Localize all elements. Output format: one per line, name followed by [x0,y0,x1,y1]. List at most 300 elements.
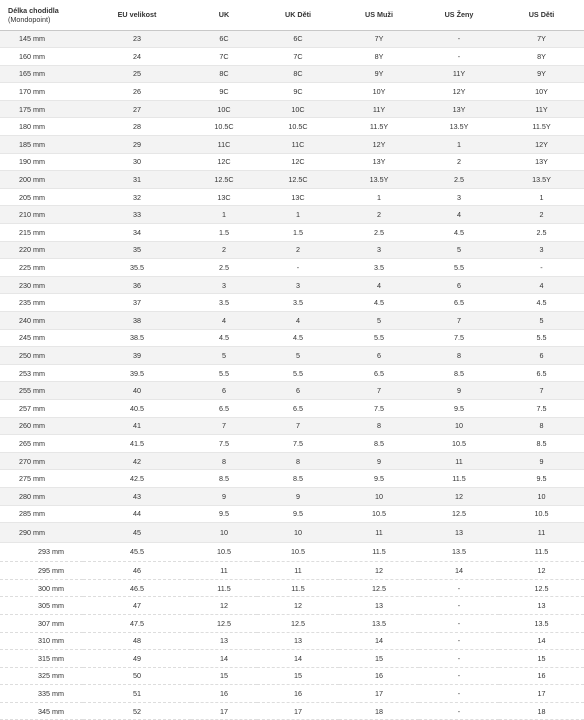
cell-us-women: 8 [419,347,499,365]
cell-us-men: 9 [339,452,419,470]
cell-us-women: - [419,632,499,650]
cell-uk-kids: 11 [257,562,339,580]
cell-foot-length: 300 mm [0,579,83,597]
cell-us-kids: 9Y [499,65,584,83]
cell-us-men: 10Y [339,83,419,101]
cell-uk: 8.5 [191,470,257,488]
cell-uk: 7 [191,417,257,435]
cell-uk-kids: 5.5 [257,364,339,382]
cell-us-women: - [419,48,499,66]
cell-uk-kids: 12 [257,597,339,615]
cell-us-kids: 12.5 [499,579,584,597]
cell-us-men: 8Y [339,48,419,66]
cell-us-women: 6.5 [419,294,499,312]
cell-uk-kids: 4 [257,312,339,330]
cell-uk-kids: 17 [257,702,339,720]
cell-uk-kids: 12.5C [257,171,339,189]
cell-us-men: 4 [339,276,419,294]
table-row [0,294,584,312]
cell-uk: 6C [191,30,257,48]
cell-us-men: 7Y [339,30,419,48]
cell-foot-length: 260 mm [0,417,83,435]
cell-us-women: 13.5Y [419,118,499,136]
cell-us-men: 9.5 [339,470,419,488]
cell-us-women: 7.5 [419,329,499,347]
table-row [0,614,584,632]
cell-uk: 12C [191,153,257,171]
cell-uk-kids: 9.5 [257,505,339,523]
cell-uk: 9C [191,83,257,101]
cell-foot-length: 280 mm [0,487,83,505]
table-row [0,505,584,523]
cell-us-kids: 8.5 [499,435,584,453]
cell-us-men: 3 [339,241,419,259]
cell-uk-kids: 9C [257,83,339,101]
cell-us-men: 12 [339,562,419,580]
cell-foot-length: 215 mm [0,224,83,242]
cell-us-women: 13.5 [419,542,499,562]
cell-uk-kids: 13C [257,188,339,206]
cell-us-women: 14 [419,562,499,580]
cell-foot-length: 185 mm [0,136,83,154]
table-row [0,48,584,66]
cell-foot-length: 255 mm [0,382,83,400]
cell-uk: 9.5 [191,505,257,523]
cell-us-women: 7 [419,312,499,330]
cell-uk-kids: 8 [257,452,339,470]
cell-foot-length: 160 mm [0,48,83,66]
cell-us-kids: 13.5 [499,614,584,632]
cell-us-kids: 10 [499,487,584,505]
header-uk-kids: UK Děti [257,0,339,30]
cell-us-kids: 10Y [499,83,584,101]
cell-us-women: - [419,685,499,703]
cell-us-kids: 17 [499,685,584,703]
cell-foot-length: 325 mm [0,667,83,685]
table-row [0,83,584,101]
cell-uk-kids: 16 [257,685,339,703]
cell-us-kids: 9 [499,452,584,470]
table-row [0,224,584,242]
cell-uk-kids: 8C [257,65,339,83]
table-row [0,65,584,83]
cell-us-women: 13 [419,523,499,543]
cell-us-kids: 12 [499,562,584,580]
cell-us-men: 7.5 [339,399,419,417]
cell-us-men: 6 [339,347,419,365]
cell-uk-kids: 12.5 [257,614,339,632]
cell-uk: 2.5 [191,259,257,277]
cell-uk: 13 [191,632,257,650]
header-foot-length [0,0,83,30]
cell-foot-length: 220 mm [0,241,83,259]
cell-us-kids: - [499,259,584,277]
cell-foot-length: 210 mm [0,206,83,224]
table-row [0,329,584,347]
cell-us-kids: 3 [499,241,584,259]
cell-eu-size: 24 [83,48,191,66]
table-row [0,579,584,597]
cell-us-kids: 2.5 [499,224,584,242]
cell-us-women: - [419,614,499,632]
cell-eu-size: 42 [83,452,191,470]
header-us-women: US Ženy [419,0,499,30]
cell-foot-length: 230 mm [0,276,83,294]
cell-us-kids: 6 [499,347,584,365]
cell-uk: 10.5C [191,118,257,136]
cell-us-women: 9 [419,382,499,400]
cell-us-men: 1 [339,188,419,206]
cell-uk: 7C [191,48,257,66]
cell-eu-size: 35.5 [83,259,191,277]
table-row [0,136,584,154]
cell-eu-size: 50 [83,667,191,685]
cell-us-men: 13.5Y [339,171,419,189]
cell-eu-size: 28 [83,118,191,136]
cell-uk-kids: 13 [257,632,339,650]
cell-us-women: 5 [419,241,499,259]
cell-uk-kids: 10.5C [257,118,339,136]
cell-us-men: 6.5 [339,364,419,382]
cell-foot-length: 190 mm [0,153,83,171]
cell-us-women: 4 [419,206,499,224]
cell-us-men: 11.5Y [339,118,419,136]
cell-uk-kids: 12C [257,153,339,171]
cell-eu-size: 45.5 [83,542,191,562]
cell-foot-length: 145 mm [0,30,83,48]
cell-uk: 16 [191,685,257,703]
cell-foot-length: 170 mm [0,83,83,101]
cell-uk: 11C [191,136,257,154]
cell-eu-size: 46.5 [83,579,191,597]
cell-foot-length: 307 mm [0,614,83,632]
cell-uk: 13C [191,188,257,206]
cell-uk: 9 [191,487,257,505]
cell-eu-size: 31 [83,171,191,189]
cell-foot-length: 175 mm [0,100,83,118]
cell-us-men: 13Y [339,153,419,171]
cell-us-women: 2 [419,153,499,171]
cell-uk-kids: 11C [257,136,339,154]
cell-us-kids: 7Y [499,30,584,48]
header-eu-size: EU velikost [83,0,191,30]
cell-us-kids: 13.5Y [499,171,584,189]
cell-us-men: 3.5 [339,259,419,277]
cell-eu-size: 39.5 [83,364,191,382]
cell-us-kids: 13 [499,597,584,615]
cell-us-women: - [419,579,499,597]
cell-uk: 3 [191,276,257,294]
cell-us-kids: 7.5 [499,399,584,417]
cell-us-women: 1 [419,136,499,154]
cell-us-men: 17 [339,685,419,703]
cell-uk-kids: - [257,259,339,277]
table-row [0,364,584,382]
cell-uk: 12.5C [191,171,257,189]
cell-eu-size: 39 [83,347,191,365]
cell-eu-size: 41.5 [83,435,191,453]
cell-foot-length: 253 mm [0,364,83,382]
cell-eu-size: 34 [83,224,191,242]
table-row [0,312,584,330]
cell-uk-kids: 14 [257,650,339,668]
table-row [0,100,584,118]
cell-us-women: 9.5 [419,399,499,417]
cell-uk: 7.5 [191,435,257,453]
cell-uk: 3.5 [191,294,257,312]
cell-foot-length: 165 mm [0,65,83,83]
cell-us-men: 5.5 [339,329,419,347]
table-header [0,0,584,30]
cell-us-men: 15 [339,650,419,668]
cell-eu-size: 29 [83,136,191,154]
cell-us-kids: 16 [499,667,584,685]
cell-us-men: 12.5 [339,579,419,597]
cell-foot-length: 345 mm [0,702,83,720]
cell-us-kids: 9.5 [499,470,584,488]
cell-us-women: 11 [419,452,499,470]
cell-uk-kids: 10.5 [257,542,339,562]
cell-eu-size: 33 [83,206,191,224]
cell-uk: 10C [191,100,257,118]
cell-eu-size: 43 [83,487,191,505]
cell-us-women: 8.5 [419,364,499,382]
cell-foot-length: 275 mm [0,470,83,488]
cell-us-kids: 11.5 [499,542,584,562]
cell-us-kids: 18 [499,702,584,720]
cell-us-men: 11 [339,523,419,543]
cell-uk-kids: 11.5 [257,579,339,597]
cell-uk: 6 [191,382,257,400]
cell-us-women: 11Y [419,65,499,83]
cell-uk-kids: 9 [257,487,339,505]
cell-us-kids: 1 [499,188,584,206]
cell-us-kids: 13Y [499,153,584,171]
cell-foot-length: 205 mm [0,188,83,206]
cell-uk: 15 [191,667,257,685]
cell-uk: 4.5 [191,329,257,347]
cell-us-kids: 11.5Y [499,118,584,136]
cell-us-kids: 8 [499,417,584,435]
cell-uk: 8 [191,452,257,470]
cell-us-men: 13 [339,597,419,615]
cell-uk: 5.5 [191,364,257,382]
cell-uk-kids: 7 [257,417,339,435]
cell-us-men: 11Y [339,100,419,118]
cell-us-women: - [419,702,499,720]
cell-us-women: - [419,597,499,615]
cell-us-men: 12Y [339,136,419,154]
cell-foot-length: 240 mm [0,312,83,330]
table-row [0,702,584,720]
table-row [0,597,584,615]
cell-uk-kids: 8.5 [257,470,339,488]
cell-eu-size: 49 [83,650,191,668]
table-body [0,30,584,720]
cell-eu-size: 27 [83,100,191,118]
cell-uk: 17 [191,702,257,720]
table-row [0,523,584,543]
table-row [0,206,584,224]
cell-us-men: 4.5 [339,294,419,312]
table-row [0,632,584,650]
cell-uk: 4 [191,312,257,330]
table-row [0,667,584,685]
cell-foot-length: 265 mm [0,435,83,453]
cell-us-women: 10 [419,417,499,435]
table-row [0,347,584,365]
cell-eu-size: 40 [83,382,191,400]
cell-uk-kids: 1 [257,206,339,224]
header-uk: UK [191,0,257,30]
cell-foot-length: 305 mm [0,597,83,615]
cell-us-men: 8.5 [339,435,419,453]
cell-us-women: 13Y [419,100,499,118]
cell-foot-length: 335 mm [0,685,83,703]
cell-uk-kids: 10 [257,523,339,543]
cell-us-men: 9Y [339,65,419,83]
cell-uk-kids: 5 [257,347,339,365]
cell-us-kids: 5.5 [499,329,584,347]
cell-eu-size: 37 [83,294,191,312]
cell-us-men: 8 [339,417,419,435]
table-row [0,685,584,703]
cell-eu-size: 46 [83,562,191,580]
cell-eu-size: 41 [83,417,191,435]
table-row [0,399,584,417]
cell-us-kids: 11Y [499,100,584,118]
cell-uk-kids: 7C [257,48,339,66]
table-row [0,542,584,562]
cell-us-kids: 15 [499,650,584,668]
table-row [0,487,584,505]
cell-eu-size: 51 [83,685,191,703]
cell-foot-length: 270 mm [0,452,83,470]
table-row [0,171,584,189]
cell-eu-size: 47.5 [83,614,191,632]
cell-eu-size: 26 [83,83,191,101]
cell-uk: 12.5 [191,614,257,632]
cell-us-kids: 8Y [499,48,584,66]
cell-uk: 10 [191,523,257,543]
table-row [0,435,584,453]
table-row [0,276,584,294]
cell-uk: 1.5 [191,224,257,242]
cell-eu-size: 35 [83,241,191,259]
cell-eu-size: 45 [83,523,191,543]
cell-uk-kids: 3 [257,276,339,294]
cell-uk: 10.5 [191,542,257,562]
cell-foot-length: 235 mm [0,294,83,312]
table-row [0,153,584,171]
cell-us-kids: 4.5 [499,294,584,312]
cell-us-kids: 12Y [499,136,584,154]
cell-foot-length: 200 mm [0,171,83,189]
cell-us-women: 12Y [419,83,499,101]
cell-us-women: 5.5 [419,259,499,277]
cell-uk-kids: 6C [257,30,339,48]
cell-foot-length: 245 mm [0,329,83,347]
cell-eu-size: 25 [83,65,191,83]
cell-eu-size: 47 [83,597,191,615]
cell-us-women: 12.5 [419,505,499,523]
cell-us-men: 11.5 [339,542,419,562]
cell-us-women: 12 [419,487,499,505]
cell-uk: 14 [191,650,257,668]
cell-eu-size: 30 [83,153,191,171]
table-row [0,188,584,206]
header-us-kids: US Děti [499,0,584,30]
cell-uk: 8C [191,65,257,83]
cell-eu-size: 32 [83,188,191,206]
header-row [0,0,584,30]
cell-eu-size: 38 [83,312,191,330]
cell-foot-length: 225 mm [0,259,83,277]
cell-uk-kids: 10C [257,100,339,118]
cell-foot-length: 285 mm [0,505,83,523]
table-row [0,382,584,400]
cell-eu-size: 36 [83,276,191,294]
cell-uk-kids: 1.5 [257,224,339,242]
cell-us-women: 10.5 [419,435,499,453]
cell-us-men: 10 [339,487,419,505]
cell-us-men: 7 [339,382,419,400]
cell-eu-size: 42.5 [83,470,191,488]
cell-us-kids: 14 [499,632,584,650]
cell-foot-length: 293 mm [0,542,83,562]
cell-uk: 11.5 [191,579,257,597]
cell-eu-size: 40.5 [83,399,191,417]
cell-us-women: 2.5 [419,171,499,189]
header-foot-length-sublabel: (Mondopoint) [8,14,51,24]
cell-uk-kids: 6.5 [257,399,339,417]
cell-uk-kids: 2 [257,241,339,259]
cell-us-men: 10.5 [339,505,419,523]
cell-us-men: 2.5 [339,224,419,242]
cell-us-men: 16 [339,667,419,685]
cell-foot-length: 310 mm [0,632,83,650]
table-row [0,30,584,48]
cell-foot-length: 290 mm [0,523,83,543]
cell-uk: 1 [191,206,257,224]
cell-uk: 11 [191,562,257,580]
cell-eu-size: 52 [83,702,191,720]
cell-uk: 2 [191,241,257,259]
cell-uk: 5 [191,347,257,365]
header-foot-length-label: Délka chodidla [8,5,59,15]
cell-foot-length: 315 mm [0,650,83,668]
cell-uk-kids: 7.5 [257,435,339,453]
cell-uk-kids: 6 [257,382,339,400]
cell-foot-length: 250 mm [0,347,83,365]
cell-eu-size: 23 [83,30,191,48]
table-row [0,470,584,488]
cell-us-men: 18 [339,702,419,720]
cell-us-kids: 7 [499,382,584,400]
table-row [0,562,584,580]
cell-us-men: 13.5 [339,614,419,632]
cell-eu-size: 38.5 [83,329,191,347]
cell-uk: 12 [191,597,257,615]
cell-foot-length: 295 mm [0,562,83,580]
table-row [0,259,584,277]
cell-us-kids: 2 [499,206,584,224]
cell-us-men: 14 [339,632,419,650]
cell-us-kids: 4 [499,276,584,294]
cell-us-women: 3 [419,188,499,206]
cell-eu-size: 44 [83,505,191,523]
cell-eu-size: 48 [83,632,191,650]
